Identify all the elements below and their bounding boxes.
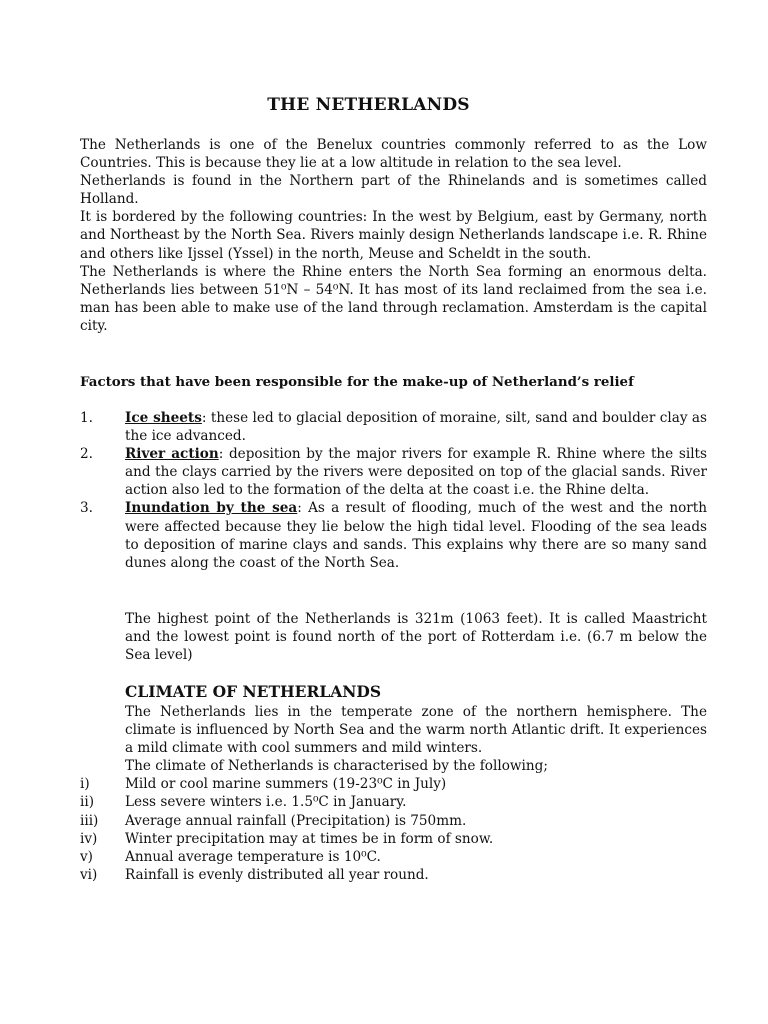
intro-paragraph: It is bordered by the following countries: In the west by Belgium, east by Germany, north and Northeast by the North Sea. Rivers mainly design Netherlands landscape i.e. R. Rhine and others like Ijssel (Yssel) in the north, Meuse and Scheldt in the south.	[80, 209, 707, 262]
intro-paragraph: The Netherlands is one of the Benelux countries commonly referred to as the Low Countries. This is because they lie at a low altitude in relation to the sea level.	[80, 137, 707, 172]
climate-item-number: iv)	[80, 830, 98, 847]
climate-item	[80, 812, 707, 830]
factors-heading: Factors that have been responsible for the make-up of Netherland’s relief	[80, 374, 634, 390]
climate-item-number: vi)	[80, 866, 98, 883]
climate-item-number: i)	[80, 776, 90, 793]
factors-list	[80, 409, 707, 572]
factor-term: Ice sheets	[125, 410, 202, 426]
climate-item-text: Average annual rainfall (Precipitation) is 750mm.	[125, 812, 467, 829]
factor-text: : deposition by the major rivers for example R. Rhine where the silts and the clays carried by the rivers were deposited on top of the glacial sands. River action also led to the formation of the delta at the coast i.e. the Rhine delta.	[125, 446, 707, 499]
climate-item-text: Annual average temperature is 10⁰C.	[125, 848, 381, 865]
factor-term: Inundation by the sea	[125, 500, 298, 517]
intro-paragraph: The Netherlands is where the Rhine enters the North Sea forming an enormous delta. Netherlands lies between 51⁰N – 54⁰N. It has most of its land reclaimed from the sea i.e. man has been able to make use of the land through reclamation. Amsterdam is the capital city.	[80, 263, 707, 334]
factor-number: 2.	[80, 446, 93, 463]
factor-text: : As a result of flooding, much of the west and the north were affected because they lie below the high tidal level. Flooding of the sea leads to deposition of marine clays and sands. This explains why there are so many sand dunes along the coast of the North Sea.	[125, 500, 707, 571]
climate-item-number: iii)	[80, 812, 99, 829]
climate-item-text: Rainfall is evenly distributed all year round.	[125, 866, 429, 883]
factor-text: : these led to glacial deposition of moraine, silt, sand and boulder clay as the ice advanced.	[125, 410, 707, 445]
page-title: THE NETHERLANDS	[267, 95, 470, 115]
factor-paragraph	[125, 499, 707, 571]
climate-intro: The climate of Netherlands is characterised by the following;	[125, 758, 548, 775]
climate-item-text: Mild or cool marine summers (19-23⁰C in July)	[125, 776, 447, 793]
climate-section	[80, 703, 707, 884]
intro-section	[80, 136, 707, 335]
factor-item	[80, 409, 707, 445]
factor-paragraph	[125, 445, 707, 499]
climate-item	[80, 866, 707, 884]
climate-item-number: v)	[80, 848, 93, 865]
factor-number: 3.	[80, 500, 93, 517]
climate-item	[80, 848, 707, 866]
climate-item-text: Winter precipitation may at times be in form of snow.	[125, 830, 494, 847]
factor-term: River action	[125, 446, 219, 463]
climate-paragraph: The Netherlands lies in the temperate zone of the northern hemisphere. The climate is influenced by North Sea and the warm north Atlantic drift. It experiences a mild climate with cool summers and mild winters.	[125, 704, 707, 757]
climate-heading: CLIMATE OF NETHERLANDS	[125, 682, 382, 701]
climate-item	[80, 775, 707, 793]
climate-item-text: Less severe winters i.e. 1.5⁰C in January.	[125, 794, 407, 811]
factor-item	[80, 445, 707, 499]
highest-point-section	[125, 610, 707, 664]
intro-paragraph: Netherlands is found in the Northern part of the Rhinelands and is sometimes called Holland.	[80, 173, 707, 208]
factor-number: 1.	[80, 410, 93, 426]
factor-item	[80, 499, 707, 571]
climate-item	[80, 830, 707, 848]
highest-point-paragraph: The highest point of the Netherlands is 321m (1063 feet). It is called Maastricht and the lowest point is found north of the port of Rotterdam i.e. (6.7 m below the Sea level)	[125, 611, 707, 664]
climate-item	[80, 793, 707, 811]
factor-paragraph	[125, 409, 707, 445]
climate-item-number: ii)	[80, 794, 94, 811]
